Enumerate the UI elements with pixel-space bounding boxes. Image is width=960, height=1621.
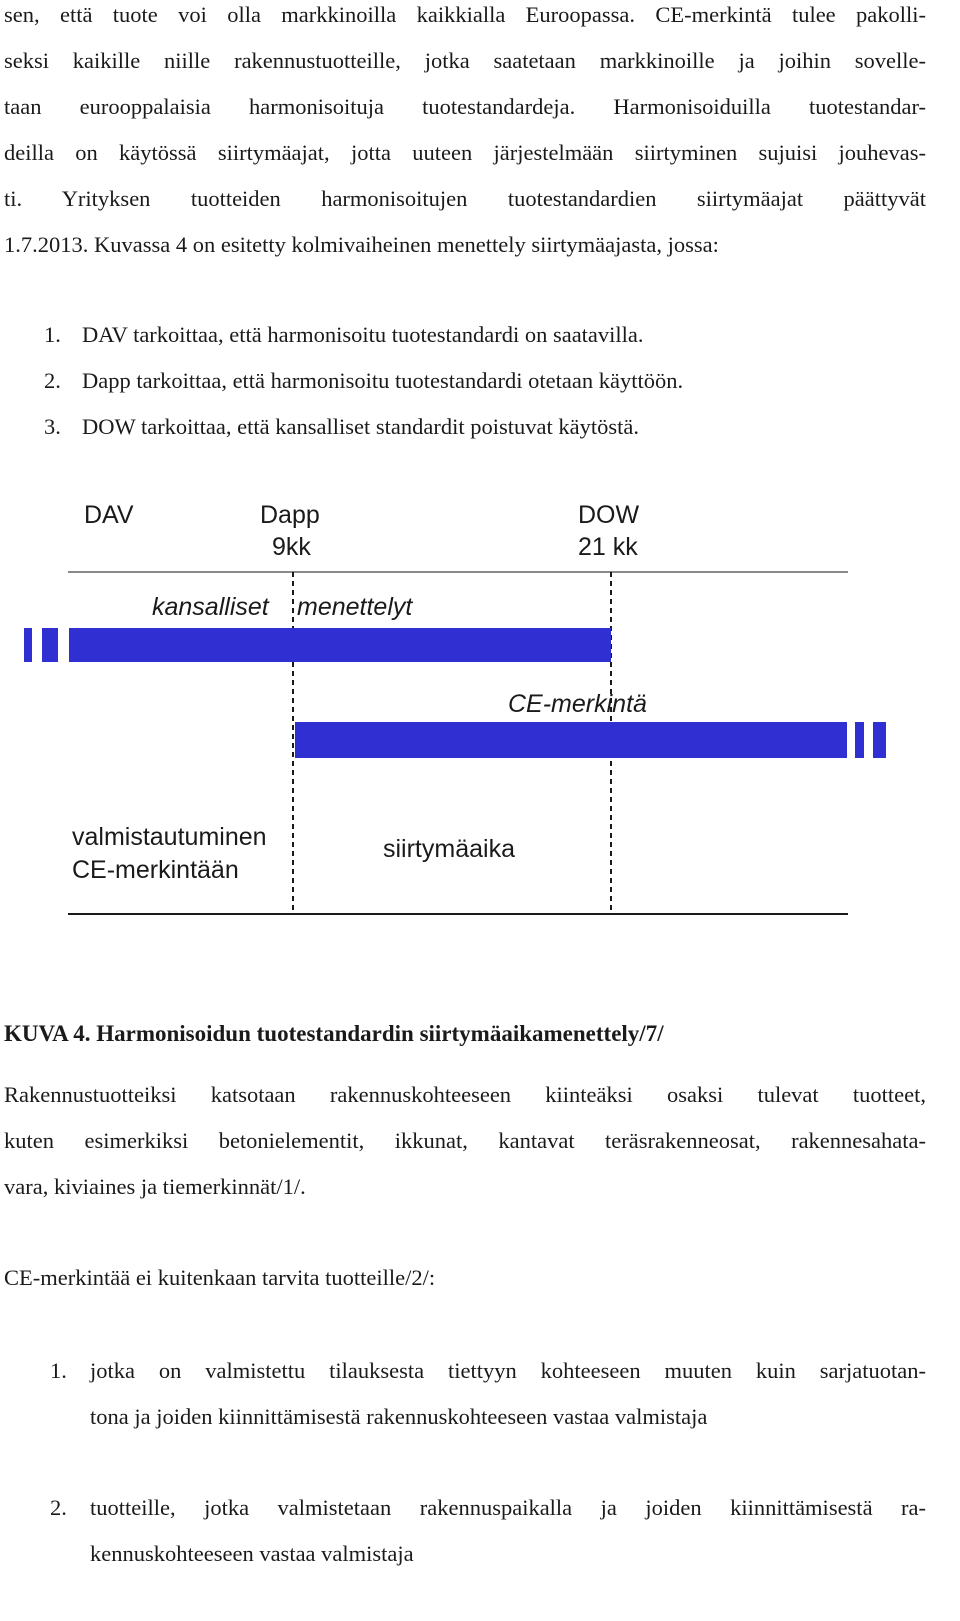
national-procedures-bar: [69, 628, 611, 662]
milestone-dapp-label: Dapp: [260, 501, 320, 529]
milestone-dow-label: DOW: [578, 501, 640, 529]
list-item: DOW tarkoittaa, että kansalliset standardit poistuvat käytöstä.: [82, 414, 639, 439]
paragraph-line: Rakennustuotteiksi katsotaan rakennuskohteeseen kiinteäksi osaksi tulevat tuotteet,: [4, 1082, 926, 1107]
transition-period-label: siirtymäaika: [383, 835, 515, 863]
national-bar-dash: [42, 628, 58, 662]
list-item-number: 1.: [50, 1358, 67, 1383]
ce-bar-label: CE-merkintä: [508, 690, 647, 718]
list-item-line: kennuskohteeseen vastaa valmistaja: [90, 1541, 414, 1566]
milestone-dow-time: 21 kk: [578, 533, 638, 561]
list-item-line: jotka on valmistettu tilauksesta tiettyyn kohteeseen muuten kuin sarjatuotan-: [90, 1358, 926, 1383]
paragraph-line: sen, että tuote voi olla markkinoilla kaikkialla Euroopassa. CE-merkintä tulee pakolli-: [4, 2, 926, 27]
preparation-label: valmistautuminen: [72, 823, 267, 851]
exceptions-intro: CE-merkintää ei kuitenkaan tarvita tuotteille/2/:: [4, 1265, 436, 1290]
list-item-line: tuotteille, jotka valmistetaan rakennuspaikalla ja joiden kiinnittämisestä ra-: [90, 1495, 926, 1520]
paragraph-line: kuten esimerkiksi betonielementit, ikkunat, kantavat teräsrakenneosat, rakennesahata-: [4, 1128, 926, 1153]
list-item-number: 1.: [44, 322, 61, 347]
paragraph-line: seksi kaikille niille rakennustuotteille, jotka saatetaan markkinoille ja joihin sovelle-: [4, 48, 926, 73]
milestone-dapp-time: 9kk: [272, 533, 311, 561]
list-item-number: 2.: [50, 1495, 67, 1520]
national-bar-label: menettelyt: [297, 593, 413, 621]
figure-caption: KUVA 4. Harmonisoidun tuotestandardin siirtymäaikamenettely/7/: [4, 1021, 664, 1046]
paragraph-line: ti. Yrityksen tuotteiden harmonisoitujen tuotestandardien siirtymäajat päättyvät: [4, 186, 926, 211]
paragraph-line: taan eurooppalaisia harmonisoituja tuotestandardeja. Harmonisoiduilla tuotestandar-: [4, 94, 926, 119]
milestone-dav-label: DAV: [84, 501, 134, 529]
list-item: Dapp tarkoittaa, että harmonisoitu tuotestandardi otetaan käyttöön.: [82, 368, 684, 393]
ce-bar-dash: [873, 722, 886, 758]
national-bar-label: kansalliset: [152, 593, 269, 621]
transition-diagram: [0, 500, 960, 950]
list-item-line: tona ja joiden kiinnittämisestä rakennuskohteeseen vastaa valmistaja: [90, 1404, 708, 1429]
national-bar-dash: [24, 628, 32, 662]
list-item-number: 2.: [44, 368, 61, 393]
ce-bar-dash: [855, 722, 864, 758]
paragraph-line: deilla on käytössä siirtymäajat, jotta uuteen järjestelmään siirtyminen sujuisi jouhevas-: [4, 140, 926, 165]
ce-marking-bar: [295, 722, 847, 758]
preparation-label: CE-merkintään: [72, 856, 239, 884]
list-item: DAV tarkoittaa, että harmonisoitu tuotestandardi on saatavilla.: [82, 322, 644, 347]
paragraph-line: vara, kiviaines ja tiemerkinnät/1/.: [4, 1174, 306, 1199]
paragraph-line: 1.7.2013. Kuvassa 4 on esitetty kolmivaiheinen menettely siirtymäajasta, jossa:: [4, 232, 719, 257]
list-item-number: 3.: [44, 414, 61, 439]
